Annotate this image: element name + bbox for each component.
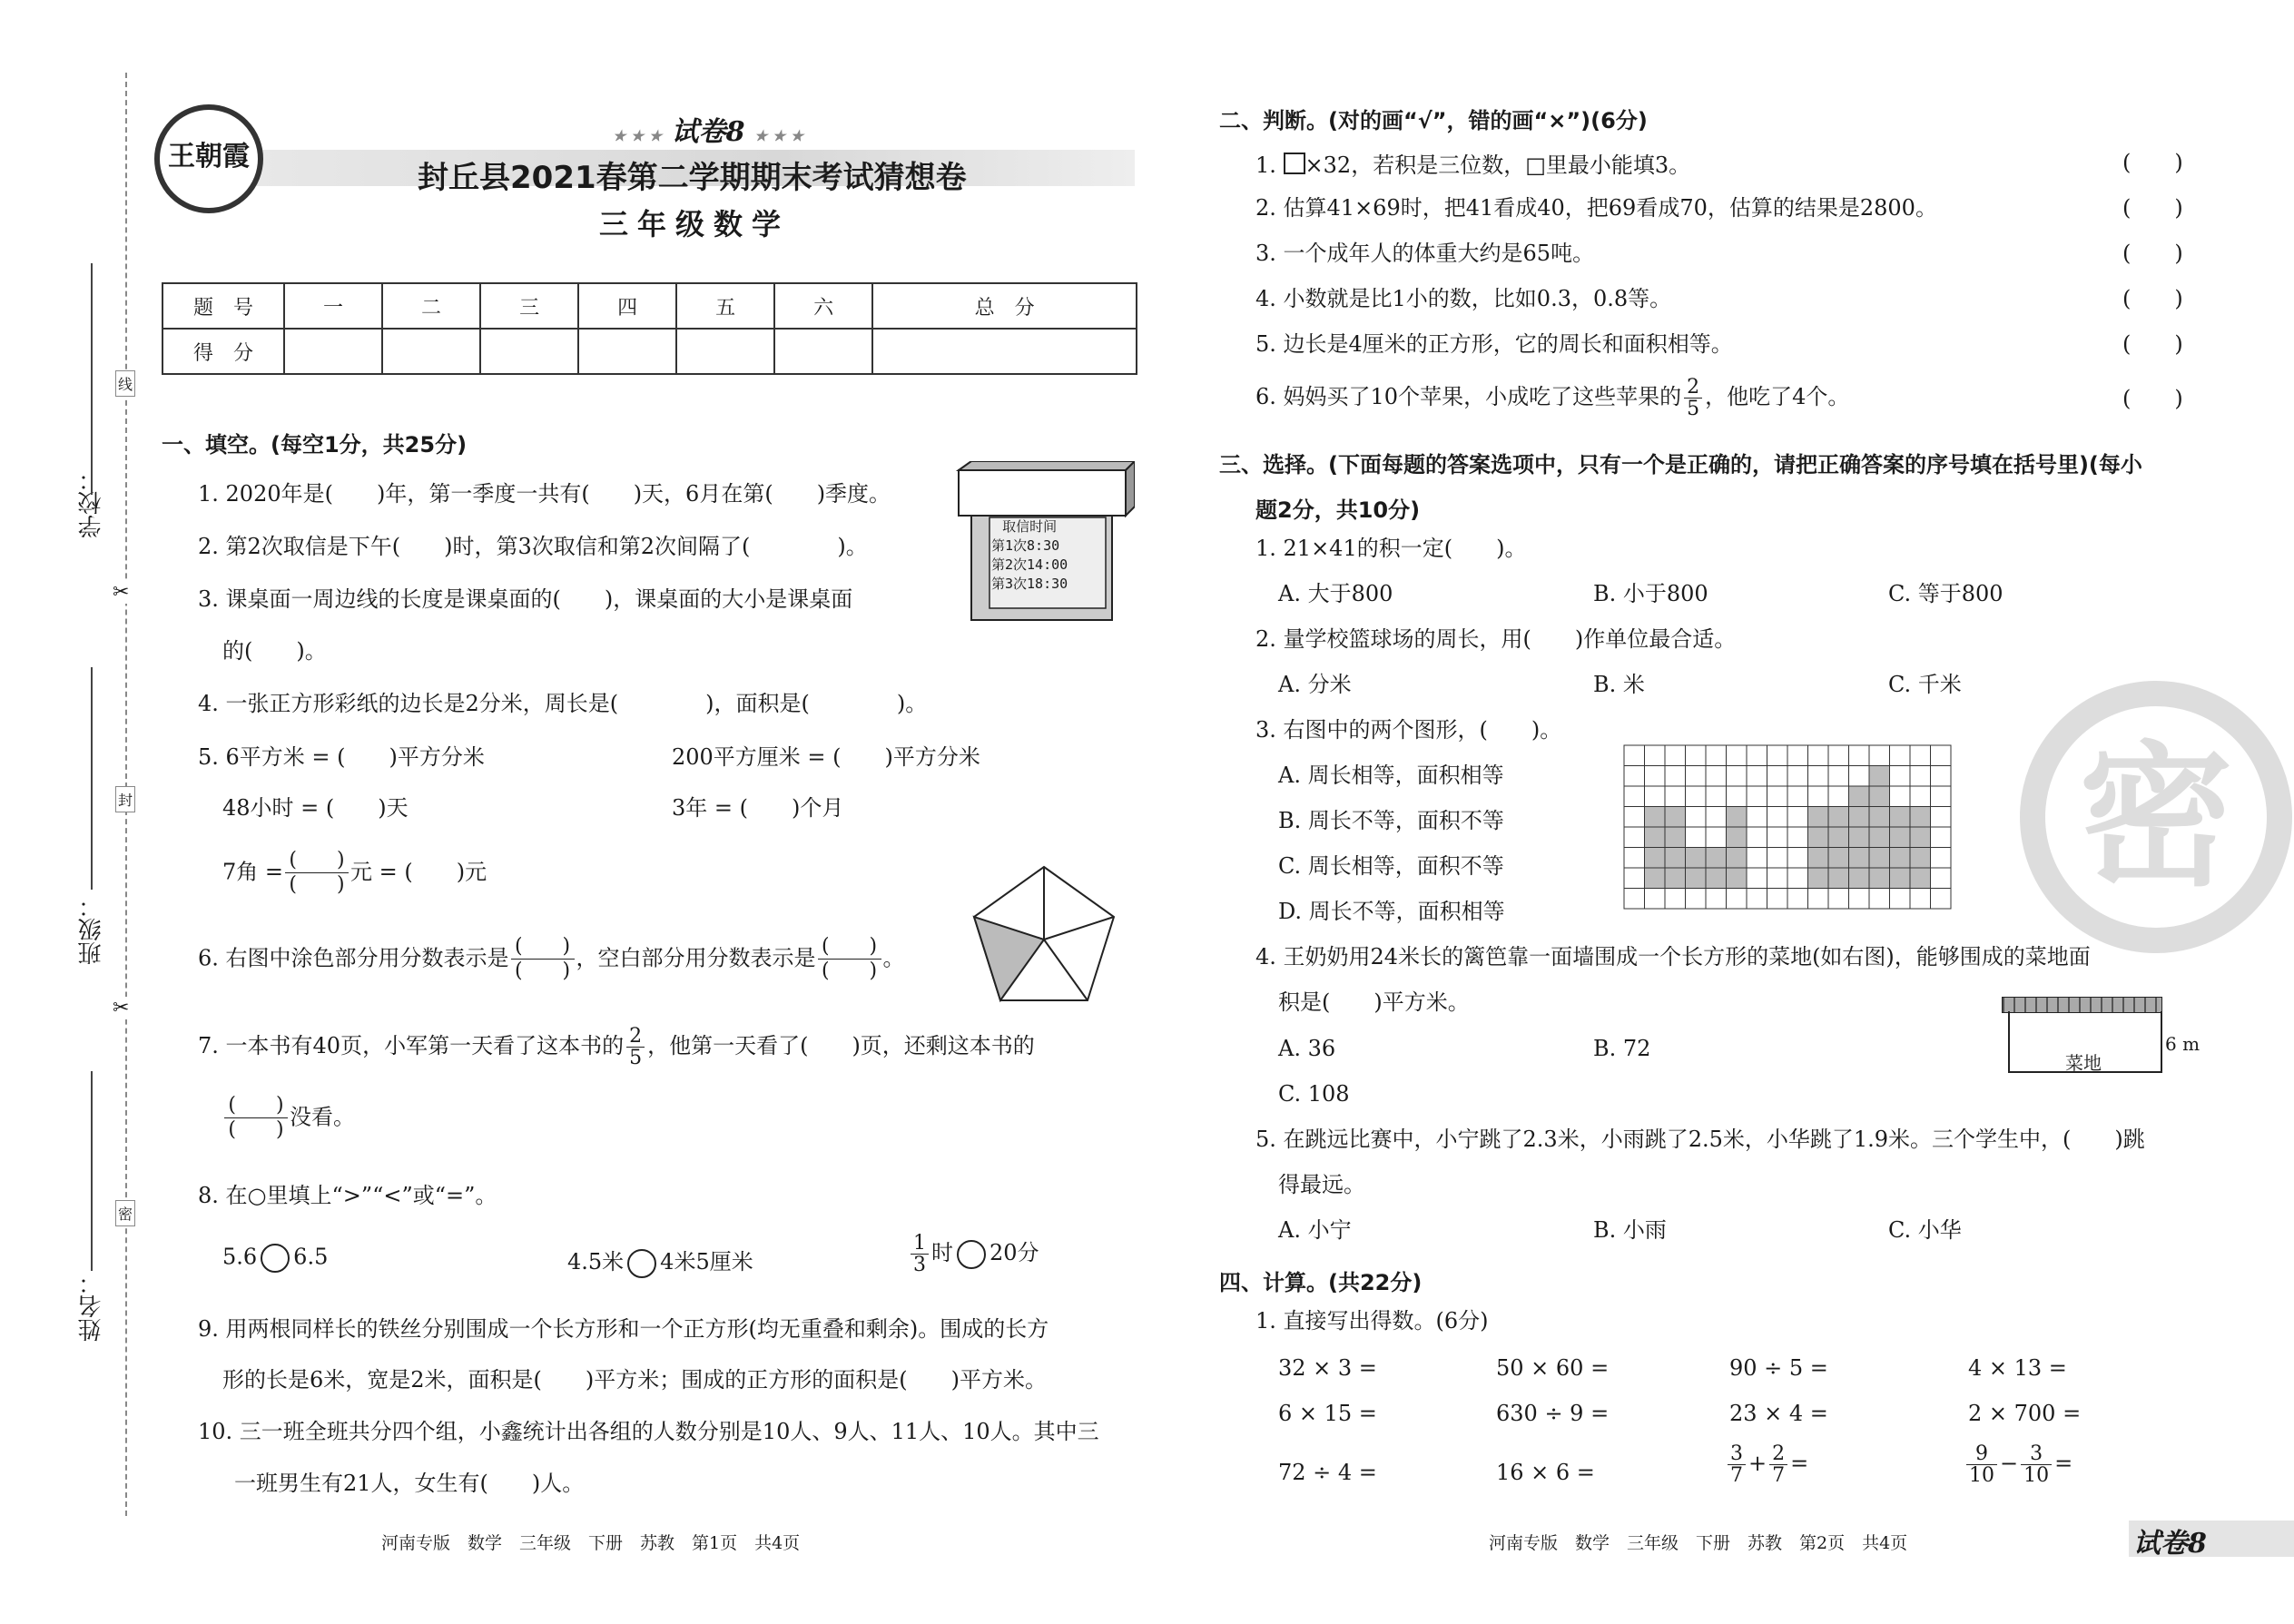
grid-cell <box>1787 745 1808 766</box>
grid-cell <box>1645 766 1666 787</box>
score-input[interactable] <box>774 329 872 374</box>
table-cell: 三 <box>480 283 578 329</box>
grid-cell <box>1624 889 1645 910</box>
grid-cell <box>1665 745 1686 766</box>
grid-cell <box>1808 848 1829 869</box>
compare-item: 4.5米 4米5厘米 <box>567 1244 753 1278</box>
grid-cell <box>1828 868 1849 889</box>
grid-cell <box>1828 786 1849 807</box>
compare-circle[interactable] <box>957 1240 986 1269</box>
name-label: 姓名： <box>78 1271 105 1342</box>
section-title: 一、填空。(每空1分，共25分) <box>162 432 468 458</box>
calc-item: $\frac{9}{10}$ − $\frac{3}{10}$ = <box>1964 1443 2072 1486</box>
question-text: 5. 在跳远比赛中，小宁跳了2.3米，小雨跳了2.5米，小华跳了1.9米。三个学生中，( )跳 <box>1255 1127 2145 1152</box>
table-cell: 题 号 <box>162 283 284 329</box>
compare-circle[interactable] <box>261 1244 290 1273</box>
judge-item: 4. 小数就是比1小的数，比如0.3，0.8等。 <box>1255 286 1672 311</box>
question-text: 得最远。 <box>1278 1172 1365 1197</box>
grid-cell <box>1787 868 1808 889</box>
grid-cell <box>1910 889 1931 910</box>
grid-cell <box>1869 827 1890 848</box>
grid-cell <box>1747 807 1767 828</box>
grid-cell <box>1686 868 1707 889</box>
grid-cell <box>1727 848 1748 869</box>
grid-cell <box>1624 848 1645 869</box>
option[interactable]: C. 等于800 <box>1888 581 2004 606</box>
grid-cell <box>1767 848 1788 869</box>
option[interactable]: B. 小于800 <box>1593 581 1708 606</box>
calc-item: 32 × 3 = <box>1278 1355 1377 1381</box>
blank-box-icon <box>1284 153 1305 174</box>
grid-cell <box>1931 868 1952 889</box>
judge-item: 3. 一个成年人的体重大约是65吨。 <box>1255 241 1595 266</box>
grid-cell <box>1849 786 1870 807</box>
judge-item: 1. ×32，若积是三位数，□里最小能填3。 <box>1255 153 1691 178</box>
corner-label: 试卷8 <box>2133 1528 2207 1560</box>
grid-cell <box>1828 827 1849 848</box>
grid-cell <box>1747 766 1767 787</box>
question-text: 2. 第2次取信是下午( )时，第3次取信和第2次间隔了( )。 <box>198 534 868 559</box>
grid-cell <box>1931 745 1952 766</box>
grid-cell <box>1849 807 1870 828</box>
grid-cell <box>1665 786 1686 807</box>
grid-cell <box>1747 848 1767 869</box>
grid-cell <box>1910 786 1931 807</box>
section-title: 二、判断。(对的画“√”，错的画“×”)(6分) <box>1219 108 1648 133</box>
grid-cell <box>1706 848 1727 869</box>
grid-cell <box>1849 889 1870 910</box>
grid-cell <box>1849 868 1870 889</box>
grid-cell <box>1890 827 1911 848</box>
option[interactable]: C. 108 <box>1278 1081 1350 1107</box>
grid-cell <box>1869 807 1890 828</box>
grid-cell <box>1727 889 1748 910</box>
grid-cell <box>1787 807 1808 828</box>
question-text: 7. 一本书有40页，小军第一天看了这本书的 $\frac{2}{5}$ ，他第一天看了( )页，还剩这本书的 <box>198 1025 1035 1070</box>
grid-cell <box>1849 848 1870 869</box>
table-row <box>162 283 1137 329</box>
grid-cell <box>1686 827 1707 848</box>
grid-cell <box>1808 786 1829 807</box>
grid-cell <box>1890 745 1911 766</box>
score-input[interactable] <box>872 329 1137 374</box>
grid-cell <box>1767 807 1788 828</box>
grid-cell <box>1828 807 1849 828</box>
grid-cell <box>1727 745 1748 766</box>
calc-item: 23 × 4 = <box>1729 1401 1828 1426</box>
grid-cell <box>1869 889 1890 910</box>
table-cell: 二 <box>382 283 480 329</box>
grid-cell <box>1931 807 1952 828</box>
grid-cell <box>1910 848 1931 869</box>
grid-cell <box>1890 766 1911 787</box>
grid-cell <box>1624 745 1645 766</box>
answer-paren[interactable]: ( ) <box>2122 195 2183 221</box>
grid-cell <box>1747 786 1767 807</box>
judge-item: 6. 妈妈买了10个苹果，小成吃了这些苹果的 $\frac{2}{5}$ ，他吃了4个。 <box>1255 376 1850 421</box>
option[interactable]: A. 小宁 <box>1278 1217 1352 1243</box>
watermark-seal: 密 <box>2020 681 2292 953</box>
grid-cell <box>1706 868 1727 889</box>
grid-cell <box>1869 868 1890 889</box>
question-text: 3. 右图中的两个图形，( )。 <box>1255 717 1562 743</box>
mark-seal: 封 <box>115 786 135 812</box>
grid-cell <box>1931 827 1952 848</box>
grid-cell <box>1624 786 1645 807</box>
question-text: 200平方厘米 = ( )平方分米 <box>672 744 980 770</box>
grid-cell <box>1910 827 1931 848</box>
answer-paren[interactable]: ( ) <box>2122 386 2183 411</box>
question-text: 形的长是6米，宽是2米，面积是( )平方米；围成的正方形的面积是( )平方米。 <box>222 1367 1047 1393</box>
question-text: 48小时 = ( )天 <box>222 795 409 821</box>
grid-cell <box>1727 766 1748 787</box>
grid-cell <box>1910 807 1931 828</box>
option[interactable]: A. 36 <box>1278 1036 1336 1061</box>
answer-paren[interactable]: ( ) <box>2122 150 2183 175</box>
compare-circle[interactable] <box>627 1249 656 1278</box>
grid-cell <box>1747 889 1767 910</box>
answer-paren[interactable]: ( ) <box>2122 241 2183 266</box>
grid-cell <box>1808 889 1829 910</box>
grid-cell <box>1931 889 1952 910</box>
grid-cell <box>1747 827 1767 848</box>
mark-tight: 密 <box>115 1200 135 1226</box>
question-text: 10. 三一班全班共分四个组，小鑫统计出各组的人数分别是10人、9人、11人、10人。其中三 <box>198 1419 1099 1444</box>
question-text: 1. 直接写出得数。(6分) <box>1255 1308 1489 1334</box>
grid-cell <box>1665 868 1686 889</box>
grid-cell <box>1645 745 1666 766</box>
option[interactable]: A. 大于800 <box>1278 581 1393 606</box>
option[interactable]: C. 千米 <box>1888 672 1962 697</box>
grid-cell <box>1686 745 1707 766</box>
grid-cell <box>1767 786 1788 807</box>
compare-item: 5.6 6.5 <box>222 1244 328 1273</box>
grid-cell <box>1645 827 1666 848</box>
scissors-icon: ✂ <box>113 581 130 604</box>
garden-label: 菜地 <box>2065 1052 2102 1074</box>
grid-cell <box>1869 766 1890 787</box>
calc-item: 4 × 13 = <box>1968 1355 2067 1381</box>
grid-cell <box>1787 848 1808 869</box>
option[interactable]: B. 周长不等，面积不等 <box>1278 808 1504 833</box>
grid-cell <box>1665 766 1686 787</box>
compare-item: $\frac{1}{3}$ 时 20分 <box>908 1233 1039 1275</box>
class-label: 班级： <box>78 894 105 965</box>
scissors-icon: ✂ <box>113 997 130 1019</box>
exam-title: 封丘县2021春第二学期期末考试猜想卷 <box>418 160 967 196</box>
grid-cell <box>1767 745 1788 766</box>
grid-cell <box>1787 889 1808 910</box>
question-text: 5. 6平方米 = ( )平方分米 <box>198 744 485 770</box>
question-text: 9. 用两根同样长的铁丝分别围成一个长方形和一个正方形(均无重叠和剩余)。围成的长方 <box>198 1316 1049 1342</box>
grid-cell <box>1624 807 1645 828</box>
option[interactable]: A. 周长相等，面积相等 <box>1278 763 1504 788</box>
grid-cell <box>1869 848 1890 869</box>
question-text: 8. 在○里填上“>”“<”或“=”。 <box>198 1183 497 1208</box>
score-table <box>162 282 1137 375</box>
mark-line: 线 <box>115 370 135 397</box>
section-title: 三、选择。(下面每题的答案选项中，只有一个是正确的，请把正确答案的序号填在括号里)(每小 <box>1219 452 2142 477</box>
calc-item: 72 ÷ 4 = <box>1278 1460 1377 1485</box>
grid-cell <box>1706 766 1727 787</box>
grid-cell <box>1624 766 1645 787</box>
grid-cell <box>1767 766 1788 787</box>
grid-cell <box>1849 827 1870 848</box>
grid-cell <box>1727 807 1748 828</box>
grid-cell <box>1787 827 1808 848</box>
logo-text: 王朝霞 <box>168 141 250 172</box>
grid-cell <box>1665 848 1686 869</box>
section-title: 题2分，共10分) <box>1255 497 1421 523</box>
grid-cell <box>1767 827 1788 848</box>
grid-cell <box>1645 807 1666 828</box>
option[interactable]: D. 周长不等，面积相等 <box>1278 899 1505 924</box>
grid-cell <box>1808 807 1829 828</box>
grid-cell <box>1869 786 1890 807</box>
grid-cell <box>1686 766 1707 787</box>
question-text: 的( )。 <box>222 638 327 664</box>
mailbox-schedule: 取信时间 第1次8:30 第2次14:00 第3次18:30 <box>991 518 1068 592</box>
calc-item: 630 ÷ 9 = <box>1496 1401 1610 1426</box>
grid-cell <box>1931 848 1952 869</box>
question-text: 6. 右图中涂色部分用分数表示是 ( ) ( )，空白部分用分数表示是 ( ) ( )。 <box>198 935 905 983</box>
grid-cell <box>1706 827 1727 848</box>
grid-cell <box>1767 868 1788 889</box>
grid-cell <box>1727 868 1748 889</box>
school-label: 学校： <box>78 468 105 538</box>
calc-item: 2 × 700 = <box>1968 1401 2082 1426</box>
calc-item: 16 × 6 = <box>1496 1460 1595 1485</box>
score-input[interactable] <box>382 329 480 374</box>
grid-figure <box>1623 744 1952 910</box>
subject-title: 三年级数学 <box>599 207 791 241</box>
question-text: 2. 量学校篮球场的周长，用( )作单位最合适。 <box>1255 626 1737 652</box>
score-input[interactable] <box>676 329 774 374</box>
grid-cell <box>1706 889 1727 910</box>
grid-cell <box>1828 766 1849 787</box>
option[interactable]: B. 72 <box>1593 1036 1651 1061</box>
grid-cell <box>1727 827 1748 848</box>
name-underline <box>91 1071 93 1271</box>
score-input[interactable] <box>578 329 676 374</box>
grid-cell <box>1665 827 1686 848</box>
score-input[interactable] <box>284 329 382 374</box>
grid-cell <box>1931 786 1952 807</box>
judge-item: 2. 估算41×69时，把41看成40，把69看成70，估算的结果是2800。 <box>1255 195 1937 221</box>
option[interactable]: A. 分米 <box>1278 672 1352 697</box>
table-cell: 五 <box>676 283 774 329</box>
grid-cell <box>1828 848 1849 869</box>
grid-cell <box>1808 766 1829 787</box>
grid-cell <box>1665 889 1686 910</box>
paper-number: ★ ★ ★ 试卷8 ★ ★ ★ <box>613 116 804 148</box>
question-text: ( ) ( )没看。 <box>222 1094 355 1143</box>
score-input[interactable] <box>480 329 578 374</box>
class-underline <box>91 667 93 890</box>
calc-item: 50 × 60 = <box>1496 1355 1610 1381</box>
table-row <box>162 329 1137 374</box>
option[interactable]: B. 米 <box>1593 672 1645 697</box>
grid-cell <box>1828 745 1849 766</box>
option[interactable]: C. 周长相等，面积不等 <box>1278 853 1504 879</box>
grid-cell <box>1686 889 1707 910</box>
table-cell: 四 <box>578 283 676 329</box>
judge-item: 5. 边长是4厘米的正方形，它的周长和面积相等。 <box>1255 331 1733 357</box>
grid-cell <box>1890 807 1911 828</box>
table-cell: 六 <box>774 283 872 329</box>
table-cell: 得 分 <box>162 329 284 374</box>
answer-paren[interactable]: ( ) <box>2122 331 2183 357</box>
grid-cell <box>1787 766 1808 787</box>
grid-cell <box>1686 786 1707 807</box>
grid-cell <box>1828 889 1849 910</box>
school-underline <box>91 263 93 495</box>
grid-cell <box>1890 786 1911 807</box>
grid-cell <box>1787 786 1808 807</box>
question-text: 1. 21×41的积一定( )。 <box>1255 536 1527 561</box>
grid-cell <box>1849 745 1870 766</box>
grid-cell <box>1890 889 1911 910</box>
grid-cell <box>1727 786 1748 807</box>
grid-cell <box>1645 868 1666 889</box>
grid-cell <box>1910 868 1931 889</box>
option[interactable]: B. 小雨 <box>1593 1217 1667 1243</box>
question-text: 1. 2020年是( )年，第一季度一共有( )天，6月在第( )季度。 <box>198 481 891 507</box>
grid-cell <box>1624 868 1645 889</box>
grid-cell <box>1706 807 1727 828</box>
question-text: 7角 = ( ) ( )元 = ( )元 <box>222 849 487 897</box>
grid-cell <box>1808 827 1829 848</box>
question-text: 积是( )平方米。 <box>1278 989 1470 1015</box>
grid-cell <box>1686 848 1707 869</box>
grid-cell <box>1931 766 1952 787</box>
grid-cell <box>1706 745 1727 766</box>
table-cell: 一 <box>284 283 382 329</box>
section-title: 四、计算。(共22分) <box>1219 1270 1423 1295</box>
grid-cell <box>1645 848 1666 869</box>
footer-right: 河南专版 数学 三年级 下册 苏教 第2页 共4页 <box>1489 1533 1908 1553</box>
calc-item: $\frac{3}{7}$ + $\frac{2}{7}$ = <box>1725 1443 1808 1486</box>
grid-cell <box>1747 868 1767 889</box>
question-text: 3年 = ( )个月 <box>672 795 844 821</box>
grid-cell <box>1767 889 1788 910</box>
question-text: 4. 一张正方形彩纸的边长是2分米，周长是( )，面积是( )。 <box>198 691 928 716</box>
garden-side-label: 6 m <box>2165 1033 2200 1055</box>
answer-paren[interactable]: ( ) <box>2122 286 2183 311</box>
grid-cell <box>1890 848 1911 869</box>
grid-cell <box>1747 745 1767 766</box>
grid-cell <box>1890 868 1911 889</box>
calc-item: 6 × 15 = <box>1278 1401 1377 1426</box>
grid-cell <box>1808 868 1829 889</box>
calc-item: 90 ÷ 5 = <box>1729 1355 1828 1381</box>
grid-cell <box>1910 745 1931 766</box>
option[interactable]: C. 小华 <box>1888 1217 1962 1243</box>
question-text: 一班男生有21人，女生有( )人。 <box>234 1471 585 1496</box>
grid-cell <box>1645 786 1666 807</box>
logo-seal <box>154 104 263 213</box>
grid-cell <box>1808 745 1829 766</box>
grid-cell <box>1624 827 1645 848</box>
pentagon-figure <box>967 862 1121 1008</box>
question-text: 4. 王奶奶用24米长的篱笆靠一面墙围成一个长方形的菜地(如右图)，能够围成的菜地面 <box>1255 944 2091 969</box>
grid-cell <box>1849 766 1870 787</box>
grid-cell <box>1910 766 1931 787</box>
grid-cell <box>1665 807 1686 828</box>
grid-cell <box>1869 745 1890 766</box>
grid-cell <box>1706 786 1727 807</box>
grid-cell <box>1645 889 1666 910</box>
footer-left: 河南专版 数学 三年级 下册 苏教 第1页 共4页 <box>381 1533 801 1553</box>
grid-cell <box>1686 807 1707 828</box>
question-text: 3. 课桌面一周边线的长度是课桌面的( )，课桌面的大小是课桌面 <box>198 586 853 612</box>
table-cell: 总 分 <box>872 283 1137 329</box>
